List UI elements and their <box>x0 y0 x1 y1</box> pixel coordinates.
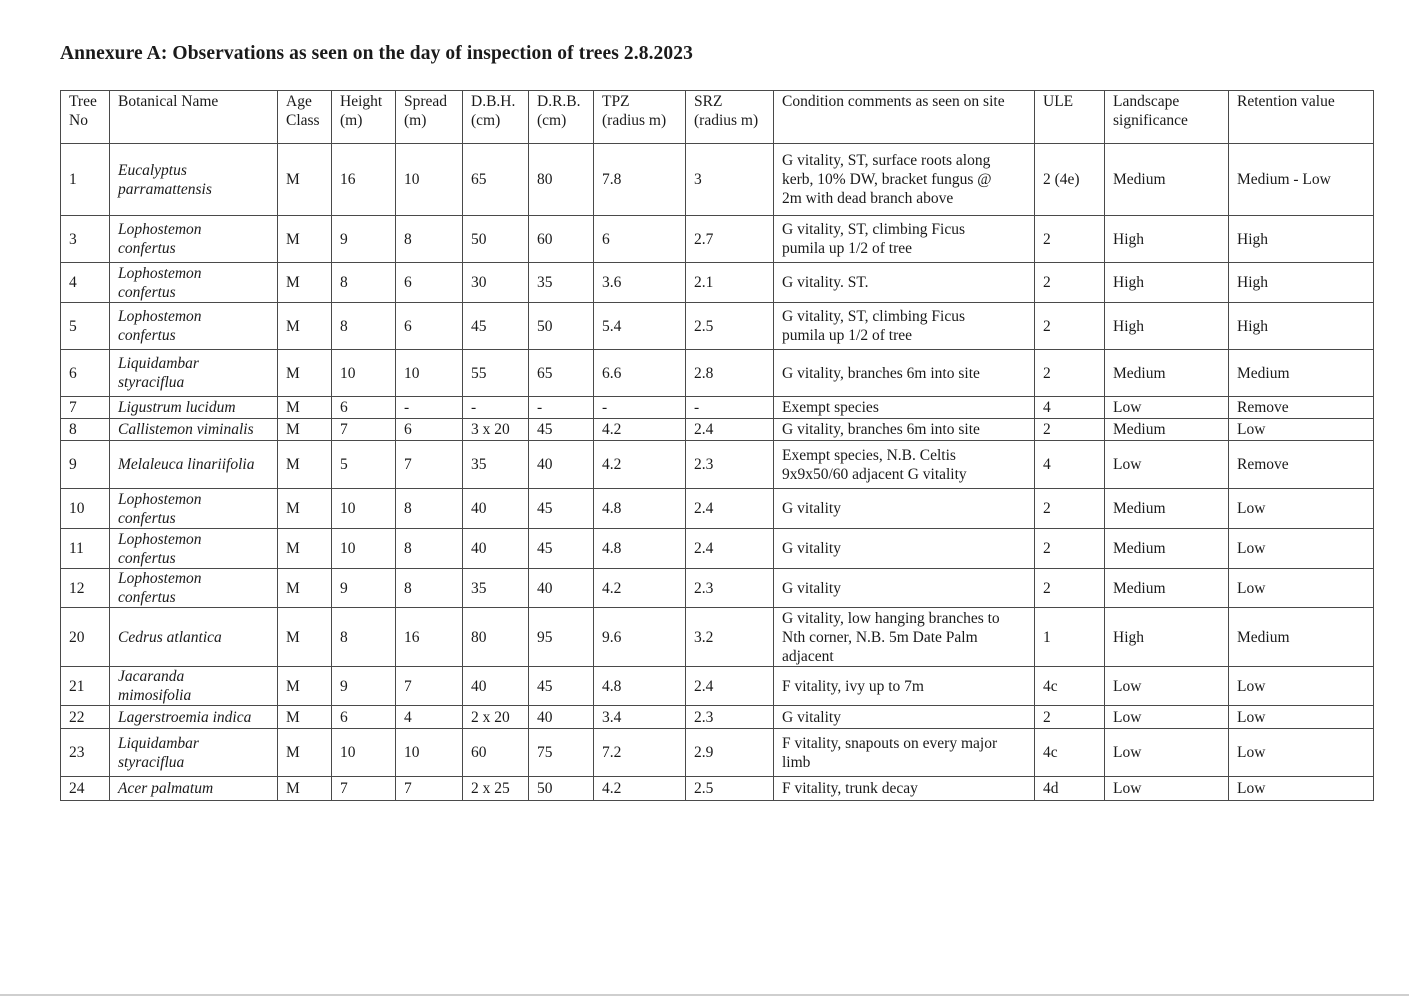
header-tree-no: Tree No <box>61 91 110 144</box>
cell-dbh: 45 <box>463 303 529 350</box>
cell-srz: 2.1 <box>686 263 774 303</box>
cell-ule: 1 <box>1035 608 1105 667</box>
cell-ule: 4 <box>1035 397 1105 419</box>
cell-retention: Medium <box>1229 350 1374 397</box>
cell-drb: 45 <box>529 419 594 441</box>
cell-retention: Low <box>1229 777 1374 801</box>
table-row <box>61 729 1374 777</box>
cell-landscape: High <box>1105 608 1229 667</box>
cell-spread: 7 <box>396 777 463 801</box>
cell-height: 10 <box>332 729 396 777</box>
cell-retention: Remove <box>1229 397 1374 419</box>
cell-spread: 7 <box>396 667 463 706</box>
header-tpz: TPZ (radius m) <box>594 91 686 144</box>
table-row <box>61 263 1374 303</box>
cell-spread: 6 <box>396 263 463 303</box>
header-drb: D.R.B. (cm) <box>529 91 594 144</box>
cell-tpz: 4.2 <box>594 569 686 608</box>
cell-landscape: Medium <box>1105 350 1229 397</box>
cell-tree-no: 4 <box>61 263 110 303</box>
table-row <box>61 144 1374 216</box>
cell-spread: 7 <box>396 441 463 489</box>
cell-tree-no: 22 <box>61 706 110 729</box>
cell-tree-no: 11 <box>61 529 110 569</box>
cell-spread: 6 <box>396 419 463 441</box>
cell-tree-no: 8 <box>61 419 110 441</box>
cell-drb: 50 <box>529 303 594 350</box>
cell-drb: 40 <box>529 441 594 489</box>
cell-landscape: Medium <box>1105 569 1229 608</box>
cell-ule: 2 <box>1035 263 1105 303</box>
cell-age-class: M <box>278 706 332 729</box>
cell-age-class: M <box>278 441 332 489</box>
cell-srz: - <box>686 397 774 419</box>
cell-tree-no: 6 <box>61 350 110 397</box>
cell-retention: Low <box>1229 729 1374 777</box>
cell-landscape: Low <box>1105 777 1229 801</box>
cell-condition: G vitality <box>774 529 1035 569</box>
cell-spread: 8 <box>396 529 463 569</box>
cell-age-class: M <box>278 419 332 441</box>
cell-height: 9 <box>332 569 396 608</box>
cell-dbh: 65 <box>463 144 529 216</box>
cell-dbh: 55 <box>463 350 529 397</box>
cell-height: 7 <box>332 419 396 441</box>
table-row <box>61 529 1374 569</box>
cell-condition: G vitality. ST. <box>774 263 1035 303</box>
cell-botanical-name: Lagerstroemia indica <box>110 706 278 729</box>
cell-age-class: M <box>278 263 332 303</box>
cell-dbh: 40 <box>463 667 529 706</box>
cell-tpz: 7.8 <box>594 144 686 216</box>
header-spread: Spread (m) <box>396 91 463 144</box>
cell-drb: 95 <box>529 608 594 667</box>
cell-spread: - <box>396 397 463 419</box>
cell-height: 8 <box>332 303 396 350</box>
cell-srz: 2.4 <box>686 419 774 441</box>
cell-height: 8 <box>332 263 396 303</box>
cell-spread: 8 <box>396 216 463 263</box>
cell-drb: 80 <box>529 144 594 216</box>
cell-retention: Medium - Low <box>1229 144 1374 216</box>
cell-tpz: 9.6 <box>594 608 686 667</box>
cell-drb: 50 <box>529 777 594 801</box>
cell-retention: Low <box>1229 489 1374 529</box>
cell-height: 7 <box>332 777 396 801</box>
cell-tpz: 4.2 <box>594 441 686 489</box>
cell-age-class: M <box>278 216 332 263</box>
cell-botanical-name: Lophostemon confertus <box>110 303 278 350</box>
cell-srz: 2.3 <box>686 441 774 489</box>
cell-age-class: M <box>278 489 332 529</box>
cell-retention: Low <box>1229 419 1374 441</box>
cell-tpz: 6.6 <box>594 350 686 397</box>
cell-botanical-name: Melaleuca linariifolia <box>110 441 278 489</box>
cell-tree-no: 9 <box>61 441 110 489</box>
document-title: Annexure A: Observations as seen on the day of inspection of trees 2.8.2023 <box>60 43 693 64</box>
cell-age-class: M <box>278 144 332 216</box>
cell-spread: 6 <box>396 303 463 350</box>
cell-srz: 2.4 <box>686 667 774 706</box>
cell-tree-no: 1 <box>61 144 110 216</box>
cell-landscape: Low <box>1105 729 1229 777</box>
cell-age-class: M <box>278 303 332 350</box>
cell-ule: 2 <box>1035 706 1105 729</box>
cell-botanical-name: Liquidambar styraciflua <box>110 350 278 397</box>
cell-height: 9 <box>332 216 396 263</box>
cell-botanical-name: Cedrus atlantica <box>110 608 278 667</box>
cell-condition: G vitality, branches 6m into site <box>774 419 1035 441</box>
cell-tree-no: 12 <box>61 569 110 608</box>
cell-dbh: 30 <box>463 263 529 303</box>
cell-landscape: Medium <box>1105 419 1229 441</box>
cell-height: 9 <box>332 667 396 706</box>
cell-botanical-name: Eucalyptus parramattensis <box>110 144 278 216</box>
cell-retention: High <box>1229 216 1374 263</box>
cell-drb: 45 <box>529 489 594 529</box>
cell-spread: 8 <box>396 489 463 529</box>
cell-height: 6 <box>332 397 396 419</box>
cell-drb: 45 <box>529 529 594 569</box>
cell-height: 8 <box>332 608 396 667</box>
cell-ule: 2 (4e) <box>1035 144 1105 216</box>
cell-srz: 3.2 <box>686 608 774 667</box>
header-height: Height (m) <box>332 91 396 144</box>
cell-retention: Low <box>1229 706 1374 729</box>
cell-tree-no: 3 <box>61 216 110 263</box>
cell-ule: 2 <box>1035 569 1105 608</box>
cell-botanical-name: Lophostemon confertus <box>110 263 278 303</box>
cell-landscape: Low <box>1105 706 1229 729</box>
cell-dbh: - <box>463 397 529 419</box>
header-condition: Condition comments as seen on site <box>774 91 1035 144</box>
cell-tpz: 3.4 <box>594 706 686 729</box>
cell-botanical-name: Jacaranda mimosifolia <box>110 667 278 706</box>
cell-retention: Low <box>1229 667 1374 706</box>
cell-age-class: M <box>278 777 332 801</box>
cell-landscape: High <box>1105 216 1229 263</box>
cell-condition: Exempt species, N.B. Celtis 9x9x50/60 adjacent G vitality <box>774 441 1035 489</box>
cell-drb: 35 <box>529 263 594 303</box>
cell-age-class: M <box>278 397 332 419</box>
header-ule: ULE <box>1035 91 1105 144</box>
cell-botanical-name: Lophostemon confertus <box>110 216 278 263</box>
cell-drb: 65 <box>529 350 594 397</box>
header-landscape: Landscape significance <box>1105 91 1229 144</box>
cell-tree-no: 5 <box>61 303 110 350</box>
cell-retention: Remove <box>1229 441 1374 489</box>
cell-landscape: Medium <box>1105 489 1229 529</box>
cell-ule: 4 <box>1035 441 1105 489</box>
cell-ule: 2 <box>1035 216 1105 263</box>
cell-spread: 10 <box>396 729 463 777</box>
cell-drb: 75 <box>529 729 594 777</box>
cell-height: 6 <box>332 706 396 729</box>
cell-tpz: 3.6 <box>594 263 686 303</box>
cell-ule: 4c <box>1035 729 1105 777</box>
cell-botanical-name: Acer palmatum <box>110 777 278 801</box>
cell-retention: Low <box>1229 529 1374 569</box>
cell-tree-no: 24 <box>61 777 110 801</box>
cell-condition: G vitality, ST, climbing Ficus pumila up 1/2 of tree <box>774 303 1035 350</box>
cell-spread: 16 <box>396 608 463 667</box>
table-row <box>61 489 1374 529</box>
table-row <box>61 303 1374 350</box>
cell-spread: 10 <box>396 350 463 397</box>
cell-drb: 45 <box>529 667 594 706</box>
cell-drb: 40 <box>529 706 594 729</box>
cell-spread: 4 <box>396 706 463 729</box>
header-row <box>61 91 1374 144</box>
cell-tree-no: 7 <box>61 397 110 419</box>
cell-height: 10 <box>332 489 396 529</box>
table-row <box>61 419 1374 441</box>
cell-spread: 10 <box>396 144 463 216</box>
table-row <box>61 667 1374 706</box>
cell-ule: 4c <box>1035 667 1105 706</box>
table-row <box>61 608 1374 667</box>
cell-condition: G vitality <box>774 569 1035 608</box>
cell-age-class: M <box>278 667 332 706</box>
cell-spread: 8 <box>396 569 463 608</box>
cell-srz: 2.5 <box>686 303 774 350</box>
cell-condition: F vitality, snapouts on every major limb <box>774 729 1035 777</box>
cell-srz: 3 <box>686 144 774 216</box>
cell-retention: Low <box>1229 569 1374 608</box>
cell-ule: 2 <box>1035 350 1105 397</box>
cell-tree-no: 21 <box>61 667 110 706</box>
header-dbh: D.B.H. (cm) <box>463 91 529 144</box>
cell-condition: G vitality, branches 6m into site <box>774 350 1035 397</box>
cell-age-class: M <box>278 608 332 667</box>
cell-srz: 2.3 <box>686 569 774 608</box>
cell-age-class: M <box>278 569 332 608</box>
cell-drb: 60 <box>529 216 594 263</box>
cell-landscape: High <box>1105 303 1229 350</box>
table-row <box>61 397 1374 419</box>
cell-condition: G vitality, ST, surface roots along kerb, 10% DW, bracket fungus @ 2m with dead branch above <box>774 144 1035 216</box>
cell-dbh: 50 <box>463 216 529 263</box>
cell-botanical-name: Liquidambar styraciflua <box>110 729 278 777</box>
cell-condition: G vitality <box>774 706 1035 729</box>
cell-botanical-name: Lophostemon confertus <box>110 489 278 529</box>
cell-dbh: 40 <box>463 529 529 569</box>
table-row <box>61 216 1374 263</box>
cell-dbh: 3 x 20 <box>463 419 529 441</box>
cell-tpz: 4.8 <box>594 667 686 706</box>
cell-condition: Exempt species <box>774 397 1035 419</box>
cell-condition: G vitality, low hanging branches to Nth corner, N.B. 5m Date Palm adjacent <box>774 608 1035 667</box>
header-botanical-name: Botanical Name <box>110 91 278 144</box>
cell-srz: 2.3 <box>686 706 774 729</box>
cell-height: 10 <box>332 529 396 569</box>
cell-tree-no: 20 <box>61 608 110 667</box>
cell-age-class: M <box>278 350 332 397</box>
cell-ule: 2 <box>1035 489 1105 529</box>
cell-drb: - <box>529 397 594 419</box>
cell-retention: High <box>1229 263 1374 303</box>
table-row <box>61 777 1374 801</box>
cell-landscape: Low <box>1105 397 1229 419</box>
cell-age-class: M <box>278 729 332 777</box>
cell-tpz: - <box>594 397 686 419</box>
cell-tpz: 7.2 <box>594 729 686 777</box>
cell-dbh: 40 <box>463 489 529 529</box>
cell-tpz: 4.8 <box>594 529 686 569</box>
cell-tpz: 4.8 <box>594 489 686 529</box>
cell-srz: 2.5 <box>686 777 774 801</box>
table-row <box>61 569 1374 608</box>
cell-condition: F vitality, ivy up to 7m <box>774 667 1035 706</box>
cell-tpz: 6 <box>594 216 686 263</box>
header-srz: SRZ (radius m) <box>686 91 774 144</box>
cell-dbh: 35 <box>463 569 529 608</box>
cell-botanical-name: Lophostemon confertus <box>110 569 278 608</box>
cell-ule: 2 <box>1035 303 1105 350</box>
cell-srz: 2.9 <box>686 729 774 777</box>
cell-dbh: 2 x 25 <box>463 777 529 801</box>
cell-dbh: 80 <box>463 608 529 667</box>
cell-landscape: Medium <box>1105 144 1229 216</box>
cell-srz: 2.7 <box>686 216 774 263</box>
cell-dbh: 35 <box>463 441 529 489</box>
cell-dbh: 60 <box>463 729 529 777</box>
cell-dbh: 2 x 20 <box>463 706 529 729</box>
table-row <box>61 706 1374 729</box>
observations-table <box>60 90 1374 801</box>
cell-height: 16 <box>332 144 396 216</box>
table-row <box>61 350 1374 397</box>
cell-srz: 2.4 <box>686 489 774 529</box>
cell-condition: G vitality, ST, climbing Ficus pumila up 1/2 of tree <box>774 216 1035 263</box>
cell-tree-no: 10 <box>61 489 110 529</box>
cell-tpz: 5.4 <box>594 303 686 350</box>
cell-ule: 4d <box>1035 777 1105 801</box>
table-row <box>61 441 1374 489</box>
cell-botanical-name: Lophostemon confertus <box>110 529 278 569</box>
cell-condition: G vitality <box>774 489 1035 529</box>
cell-landscape: Low <box>1105 441 1229 489</box>
header-age-class: Age Class <box>278 91 332 144</box>
header-retention: Retention value <box>1229 91 1374 144</box>
cell-ule: 2 <box>1035 529 1105 569</box>
cell-retention: High <box>1229 303 1374 350</box>
cell-drb: 40 <box>529 569 594 608</box>
cell-age-class: M <box>278 529 332 569</box>
cell-tpz: 4.2 <box>594 419 686 441</box>
cell-botanical-name: Callistemon viminalis <box>110 419 278 441</box>
cell-retention: Medium <box>1229 608 1374 667</box>
cell-ule: 2 <box>1035 419 1105 441</box>
cell-landscape: Medium <box>1105 529 1229 569</box>
cell-tpz: 4.2 <box>594 777 686 801</box>
cell-srz: 2.8 <box>686 350 774 397</box>
cell-height: 10 <box>332 350 396 397</box>
cell-landscape: High <box>1105 263 1229 303</box>
cell-condition: F vitality, trunk decay <box>774 777 1035 801</box>
cell-landscape: Low <box>1105 667 1229 706</box>
cell-tree-no: 23 <box>61 729 110 777</box>
cell-srz: 2.4 <box>686 529 774 569</box>
cell-botanical-name: Ligustrum lucidum <box>110 397 278 419</box>
cell-height: 5 <box>332 441 396 489</box>
